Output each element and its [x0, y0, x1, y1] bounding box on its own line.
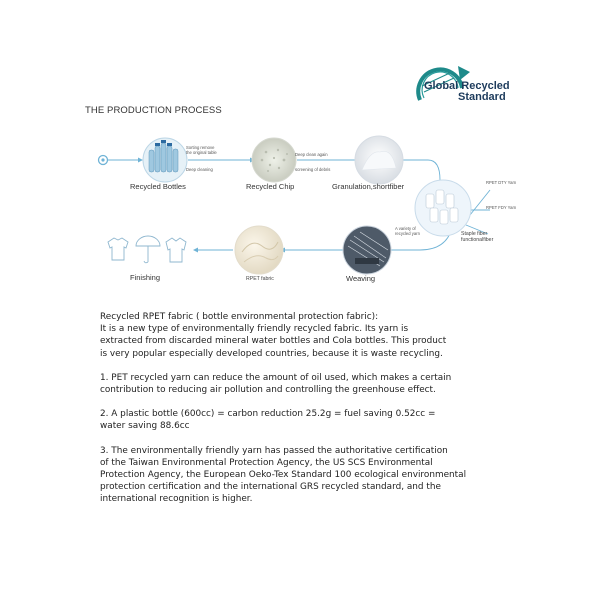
finishing-garments-icon [108, 236, 186, 263]
stage-label-bottles: Recycled Bottles [130, 182, 186, 191]
stage-label-chip: Recycled Chip [246, 182, 295, 191]
yarn-cones-image [415, 180, 471, 236]
stage-label-granulation: Granulation,shortfiber [332, 182, 405, 191]
note-sorting: Sorting remove the original table [186, 145, 217, 155]
note-screening: screening of debris [295, 167, 331, 172]
point-1-paragraph: 1. PET recycled yarn can reduce the amount of oil used, which makes a certain contribution to reducing air pollution and controlling the greenhouse effect. [100, 372, 452, 396]
weaving-image [343, 226, 391, 274]
stage-label-fabric: RPET fabric [246, 276, 274, 282]
note-rpet-fdy: RPET FDY Yarn [486, 205, 517, 210]
logo-text-line1: Global Recycled [424, 80, 510, 92]
rpet-fabric-image [235, 226, 283, 274]
note-deep-clean-again: Deep clean again [295, 152, 328, 157]
note-staple-fiber: Staple fiber functionalfiber [461, 231, 494, 243]
stage-label-weaving: Weaving [346, 274, 376, 283]
description-text [100, 311, 530, 506]
recycled-chip-image [252, 138, 296, 182]
note-rpet-dty: RPET DTY Yarn [486, 180, 517, 185]
granulation-image [355, 136, 403, 184]
point-2-paragraph: 2. A plastic bottle (600cc) = carbon reduction 25.2g = fuel saving 0.52cc = water saving 88.6cc [100, 409, 436, 432]
point-3-paragraph: 3. The environmentally friendly yarn has passed the authoritative certification of the Taiwan Environmental Protection Agency, the US SCS Environmental Protection Agency, the European Oeko-Tex Standard 100 ecological environmental protection certification and the international GRS recycled standard, and the international recognition is higher. [100, 445, 467, 505]
note-variety-yarn: A variety of recycled yarn [395, 226, 420, 236]
logo-text-line2: Standard [458, 91, 506, 103]
recycled-bottles-image [143, 138, 187, 182]
note-deep-cleaning: Deep cleaning [186, 167, 213, 172]
stage-label-finishing: Finishing [130, 273, 161, 282]
intro-paragraph: Recycled RPET fabric ( bottle environmental protection fabric): It is a new type of environmentally friendly recycled fabric. Its yarn is extracted from discarded mineral water bottles and Cola bottles. This product is very popular especially developed countries, because it is waste recycling. [100, 312, 447, 359]
section-heading: THE PRODUCTION PROCESS [85, 105, 222, 116]
